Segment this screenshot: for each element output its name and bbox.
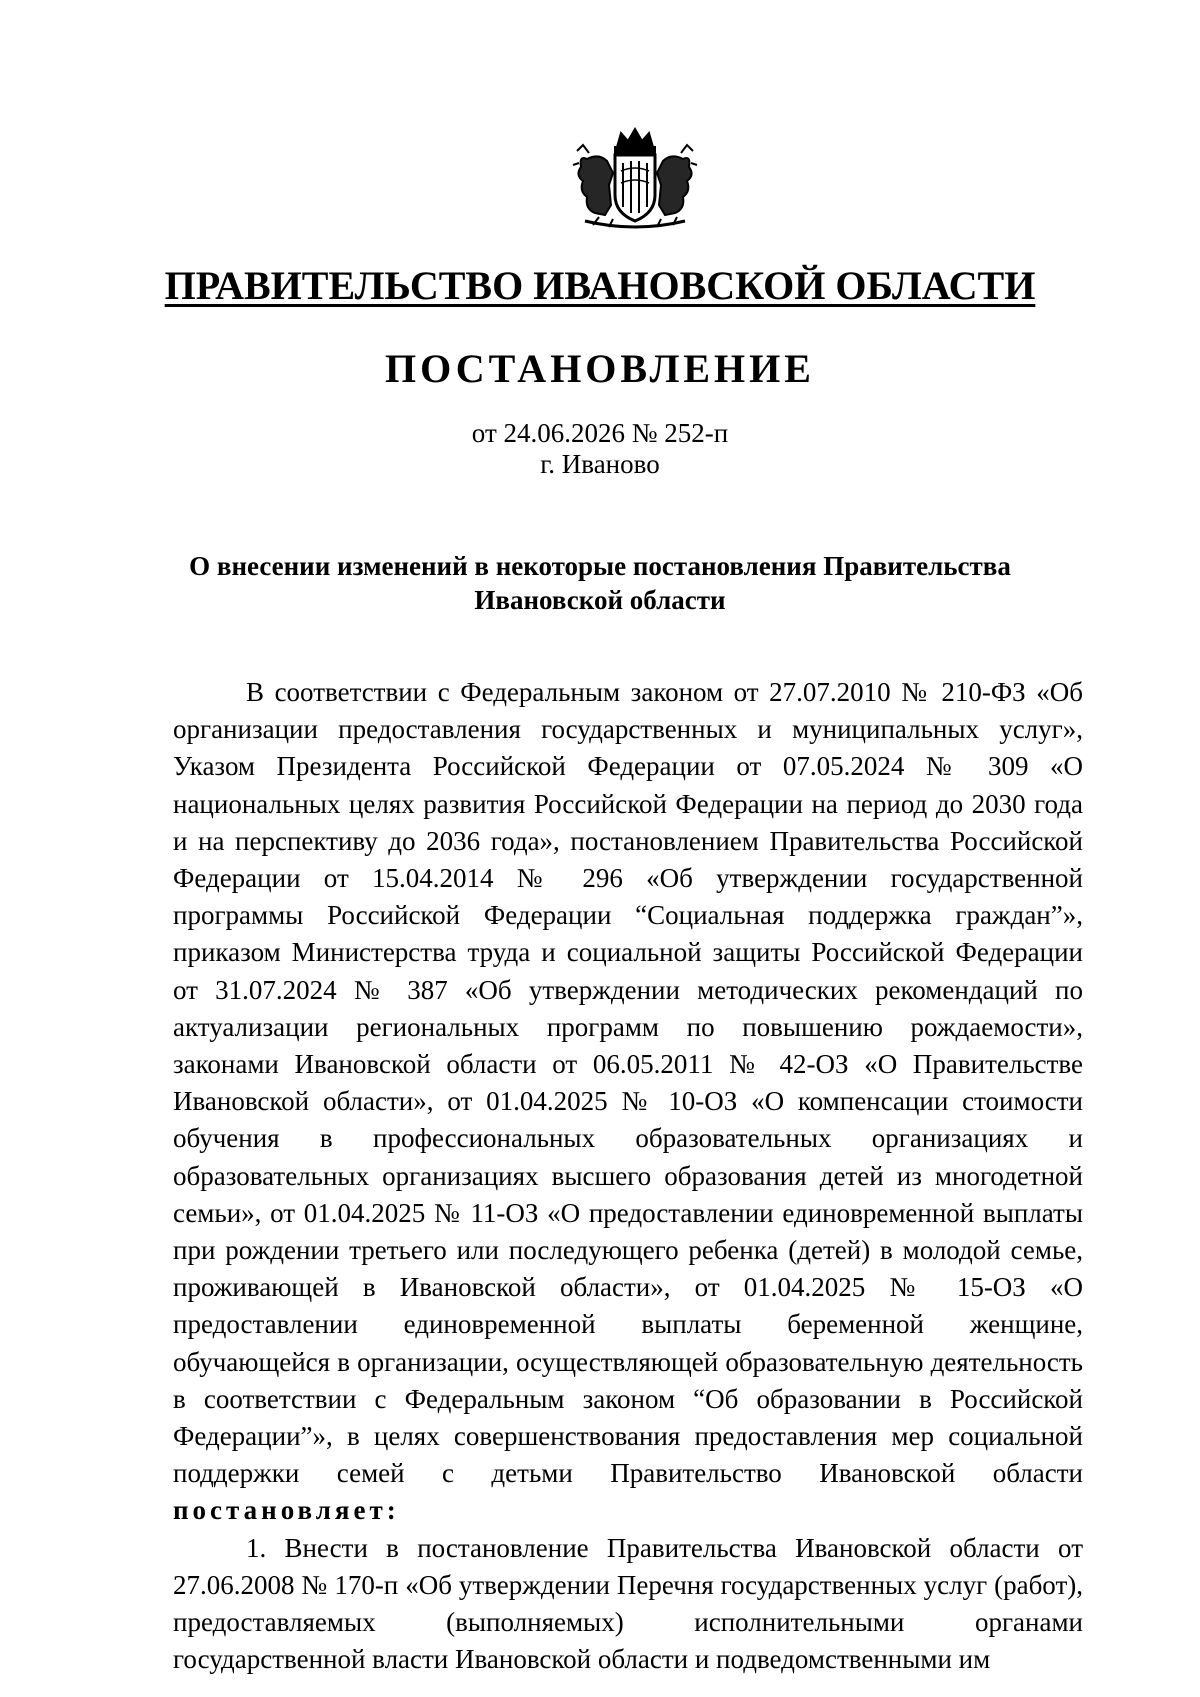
date-number: от 24.06.2026 № 252-п — [471, 418, 729, 448]
item-1-paragraph: 1. Внести в постановление Правительства Ивановской области от 27.06.2008 № 170-п «Об утверждении Перечня государственных услуг (работ), предоставляемых (выполняемых) исполнительными органами государственной власти Ивановской области и подведомственными им — [173, 1532, 1083, 1675]
coat-of-arms-icon — [565, 125, 705, 235]
document-type-heading: ПОСТАНОВЛЕНИЕ — [385, 346, 815, 391]
subject-line-2: Ивановской области — [474, 584, 726, 615]
decides-keyword: постановляет: — [173, 1495, 400, 1526]
government-title — [0, 262, 1200, 309]
document-body — [173, 674, 1083, 1678]
government-title-text: ПРАВИТЕЛЬСТВО ИВАНОВСКОЙ ОБЛАСТИ — [164, 263, 1036, 308]
preamble-paragraph — [173, 674, 1083, 1530]
preamble-text: В соответствии с Федеральным законом от 27.07.2010 № 210-ФЗ «Об организации предоставления государственных и муниципальных услуг», Указом Президента Российской Федерации от 07.05.2024 № 309 «О национальных целях развития Российской Федерации на период до 2030 года и на перспективу до 2036 года», постановлением Правительства Российской Федерации от 15.04.2014 № 296 «Об утверждении государственной программы Российской Федерации “Социальная поддержка граждан”», приказом Министерства труда и социальной защиты Российской Федерации от 31.07.2024 № 387 «Об утверждении методических рекомендаций по актуализации региональных программ по повышению рождаемости», законами Ивановской области от 06.05.2011 № 42-ОЗ «О Правительстве Ивановской области», от 01.04.2025 № 10-ОЗ «О компенсации стоимости обучения в профессиональных образовательных организациях и образовательных организациях высшего образования детей из многодетной семьи», от 01.04.2025 № 11-ОЗ «О предоставлении единовременной выплаты при рождении третьего или последующего ребенка (детей) в молодой семье, проживающей в Ивановской области», от 01.04.2025 № 15-ОЗ «О предоставлении единовременной выплаты беременной женщине, обучающейся в организации, осуществляющей образовательную деятельность в соответствии с Федеральным законом “Об образовании в Российской Федерации”», в целях совершенствования предоставления мер социальной поддержки семей с детьми Правительство Ивановской области — [173, 677, 1083, 1489]
document-subject — [0, 550, 1200, 618]
subject-line-1: О внесении изменений в некоторые постановления Правительства — [189, 551, 1011, 581]
city: г. Иваново — [540, 449, 660, 479]
